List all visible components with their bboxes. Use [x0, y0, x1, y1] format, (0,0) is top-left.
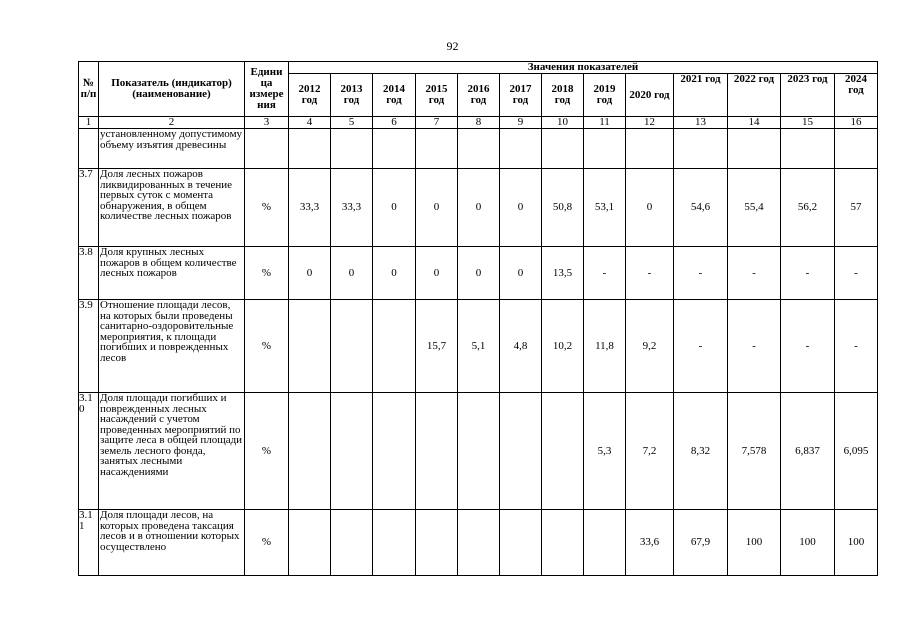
column-number: 14: [728, 117, 781, 129]
indicator-name: установленному допустимому объему изъятия древесины: [99, 129, 245, 169]
table-row: [79, 393, 878, 510]
value-cell: [626, 129, 674, 169]
value-cell: -: [584, 247, 626, 300]
header-year: 2012 год: [289, 74, 331, 117]
column-number: 1: [79, 117, 99, 129]
column-number: 12: [626, 117, 674, 129]
value-cell: [500, 129, 542, 169]
value-cell: 0: [500, 247, 542, 300]
value-cell: [458, 393, 500, 510]
value-cell: -: [781, 247, 835, 300]
indicators-table: [78, 61, 878, 576]
column-number: 8: [458, 117, 500, 129]
unit-cell: %: [245, 393, 289, 510]
table-row: [79, 247, 878, 300]
column-number: 7: [416, 117, 458, 129]
value-cell: 4,8: [500, 300, 542, 393]
value-cell: 0: [626, 169, 674, 247]
row-number: [79, 129, 99, 169]
value-cell: 50,8: [542, 169, 584, 247]
value-cell: 6,837: [781, 393, 835, 510]
row-number: 3.1 0: [79, 393, 99, 510]
value-cell: 11,8: [584, 300, 626, 393]
value-cell: [331, 300, 373, 393]
value-cell: [542, 510, 584, 576]
row-number: 3.9: [79, 300, 99, 393]
value-cell: [584, 129, 626, 169]
indicator-name: Доля площади погибших и поврежденных лесных насаждений с учетом проведенных мероприятий по защите леса в общей площади земель лесного фонда, занятых лесными насаждениями: [99, 393, 245, 510]
value-cell: 33,3: [289, 169, 331, 247]
value-cell: 5,1: [458, 300, 500, 393]
value-cell: 10,2: [542, 300, 584, 393]
value-cell: -: [728, 247, 781, 300]
unit-cell: %: [245, 300, 289, 393]
column-number: 13: [674, 117, 728, 129]
value-cell: -: [835, 247, 878, 300]
value-cell: 5,3: [584, 393, 626, 510]
value-cell: [373, 129, 416, 169]
header-indicator: Показатель (индикатор) (наименование): [99, 62, 245, 117]
value-cell: [331, 129, 373, 169]
value-cell: [416, 393, 458, 510]
value-cell: -: [781, 300, 835, 393]
table-row: [79, 510, 878, 576]
table-row: [79, 300, 878, 393]
indicator-name: Доля крупных лесных пожаров в общем количестве лесных пожаров: [99, 247, 245, 300]
value-cell: 6,095: [835, 393, 878, 510]
indicator-name: Доля лесных пожаров ликвидированных в течение первых суток с момента обнаружения, в общем количестве лесных пожаров: [99, 169, 245, 247]
value-cell: [289, 393, 331, 510]
value-cell: 7,578: [728, 393, 781, 510]
value-cell: 53,1: [584, 169, 626, 247]
value-cell: 57: [835, 169, 878, 247]
row-number: 3.8: [79, 247, 99, 300]
unit-cell: [245, 129, 289, 169]
value-cell: [584, 510, 626, 576]
column-number: 11: [584, 117, 626, 129]
column-number: 9: [500, 117, 542, 129]
value-cell: [416, 129, 458, 169]
value-cell: 100: [781, 510, 835, 576]
value-cell: 100: [835, 510, 878, 576]
value-cell: [835, 129, 878, 169]
value-cell: 67,9: [674, 510, 728, 576]
column-number: 16: [835, 117, 878, 129]
value-cell: -: [626, 247, 674, 300]
value-cell: 0: [500, 169, 542, 247]
column-number: 5: [331, 117, 373, 129]
header-year: 2015 год: [416, 74, 458, 117]
value-cell: [373, 300, 416, 393]
value-cell: 13,5: [542, 247, 584, 300]
header-year: 2023 год: [781, 74, 835, 117]
row-number: 3.7: [79, 169, 99, 247]
table-row: [79, 129, 878, 169]
value-cell: [500, 393, 542, 510]
header-year: 2014 год: [373, 74, 416, 117]
header-year: 2021 год: [674, 74, 728, 117]
value-cell: 100: [728, 510, 781, 576]
column-number: 10: [542, 117, 584, 129]
header-year: 2018 год: [542, 74, 584, 117]
table-row: [79, 169, 878, 247]
value-cell: 0: [373, 247, 416, 300]
column-number: 15: [781, 117, 835, 129]
header-year: 2013 год: [331, 74, 373, 117]
header-year: 2020 год: [626, 74, 674, 117]
value-cell: 8,32: [674, 393, 728, 510]
value-cell: [373, 393, 416, 510]
value-cell: -: [674, 247, 728, 300]
value-cell: 56,2: [781, 169, 835, 247]
value-cell: [781, 129, 835, 169]
value-cell: 54,6: [674, 169, 728, 247]
value-cell: [331, 393, 373, 510]
indicator-name: Доля площади лесов, на которых проведена таксация лесов и в отношении которых осуществлено: [99, 510, 245, 576]
value-cell: [289, 510, 331, 576]
value-cell: 0: [416, 169, 458, 247]
column-number: 3: [245, 117, 289, 129]
value-cell: 33,6: [626, 510, 674, 576]
header-year: 2016 год: [458, 74, 500, 117]
column-number: 2: [99, 117, 245, 129]
value-cell: [289, 300, 331, 393]
page-number: 92: [446, 39, 459, 53]
header-year: 2022 год: [728, 74, 781, 117]
value-cell: [458, 510, 500, 576]
unit-cell: %: [245, 510, 289, 576]
column-number: 4: [289, 117, 331, 129]
value-cell: 0: [458, 247, 500, 300]
row-number: 3.1 1: [79, 510, 99, 576]
column-number: 6: [373, 117, 416, 129]
value-cell: [373, 510, 416, 576]
header-unit: Едини ца измере ния: [245, 62, 289, 117]
header-values-group: Значения показателей: [289, 62, 878, 74]
value-cell: [674, 129, 728, 169]
unit-cell: %: [245, 169, 289, 247]
value-cell: -: [674, 300, 728, 393]
value-cell: [728, 129, 781, 169]
value-cell: 0: [289, 247, 331, 300]
header-year: 2019 год: [584, 74, 626, 117]
value-cell: 15,7: [416, 300, 458, 393]
value-cell: 0: [458, 169, 500, 247]
indicator-name: Отношение площади лесов, на которых были проведены санитарно-оздоровительные мероприятия, к площади погибших и поврежденных лесов: [99, 300, 245, 393]
value-cell: [289, 129, 331, 169]
value-cell: -: [728, 300, 781, 393]
value-cell: [542, 129, 584, 169]
value-cell: [458, 129, 500, 169]
header-no: № п/п: [79, 62, 99, 117]
value-cell: 7,2: [626, 393, 674, 510]
header-year: 2024 год: [835, 74, 878, 117]
value-cell: [331, 510, 373, 576]
value-cell: 0: [373, 169, 416, 247]
value-cell: 0: [331, 247, 373, 300]
unit-cell: %: [245, 247, 289, 300]
value-cell: [416, 510, 458, 576]
value-cell: 9,2: [626, 300, 674, 393]
header-year: 2017 год: [500, 74, 542, 117]
value-cell: 0: [416, 247, 458, 300]
value-cell: 55,4: [728, 169, 781, 247]
value-cell: 33,3: [331, 169, 373, 247]
value-cell: -: [835, 300, 878, 393]
value-cell: [500, 510, 542, 576]
value-cell: [542, 393, 584, 510]
